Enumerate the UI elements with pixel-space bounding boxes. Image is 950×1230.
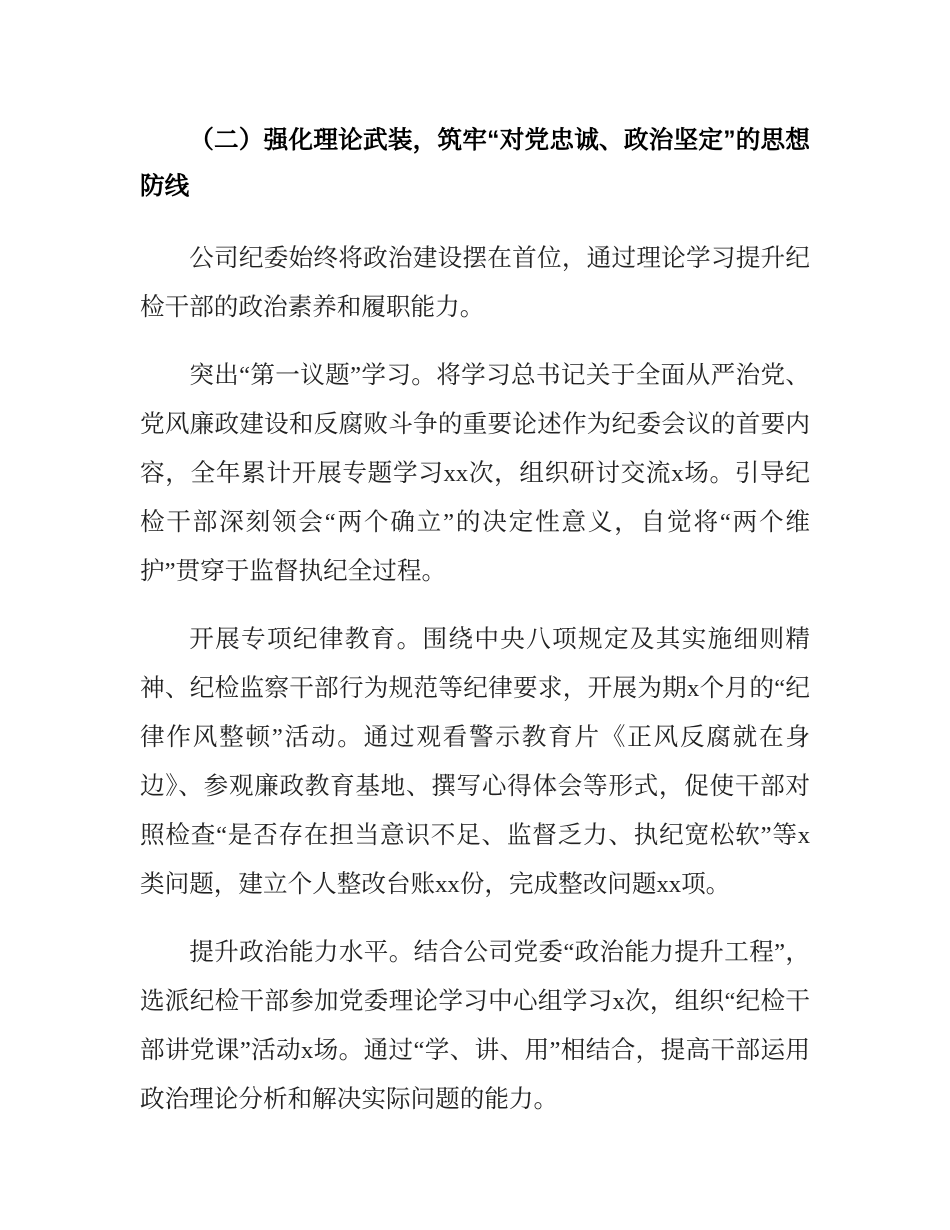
paragraph-first-topic-study: 突出“第一议题”学习。将学习总书记关于全面从严治党、党风廉政建设和反腐败斗争的重要论述作为纪委会议的首要内容，全年累计开展专题学习xx次，组织研讨交流x场。引导纪检干部深刻领会“两个确立”的决定性意义，自觉将“两个维护”贯穿于监督执纪全过程。 xyxy=(140,362,810,585)
section-heading: （二）强化理论武装，筑牢“对党忠诚、政治坚定”的思想防线 xyxy=(140,127,810,200)
paragraph-political-capability: 提升政治能力水平。结合公司党委“政治能力提升工程”，选派纪检干部参加党委理论学习中心组学习x次，组织“纪检干部讲党课”活动x场。通过“学、讲、用”相结合，提高干部运用政治理论分析和解决实际问题的能力。 xyxy=(140,939,810,1113)
paragraph-intro: 公司纪委始终将政治建设摆在首位，通过理论学习提升纪检干部的政治素养和履职能力。 xyxy=(140,245,810,321)
paragraph-discipline-education: 开展专项纪律教育。围绕中央八项规定及其实施细则精神、纪检监察干部行为规范等纪律要求，开展为期x个月的“纪律作风整顿”活动。通过观看警示教育片《正风反腐就在身边》、参观廉政教育基地、撰写心得体会等形式，促使干部对照检查“是否存在担当意识不足、监督乏力、执纪宽松软”等x类问题，建立个人整改台账xx份，完成整改问题xx项。 xyxy=(140,626,810,898)
